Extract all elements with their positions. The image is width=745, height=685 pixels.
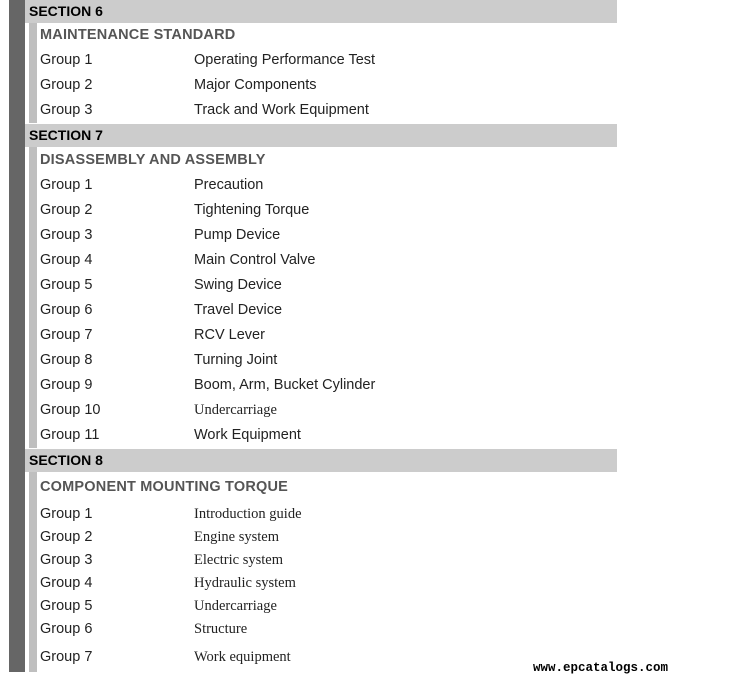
- group-label: Group 3: [40, 102, 93, 118]
- group-title[interactable]: Structure: [194, 621, 248, 637]
- group-label: Group 1: [40, 177, 93, 193]
- section-6-header: SECTION 6: [25, 0, 617, 23]
- group-label: Group 5: [40, 598, 93, 614]
- group-title[interactable]: Major Components: [194, 77, 317, 93]
- group-label: Group 6: [40, 621, 93, 637]
- group-label: Group 3: [40, 227, 93, 243]
- group-title[interactable]: Track and Work Equipment: [194, 102, 369, 118]
- left-bar: [9, 0, 25, 672]
- toc-row[interactable]: [40, 100, 600, 120]
- section-7-subtitle: DISASSEMBLY AND ASSEMBLY: [40, 152, 266, 168]
- group-label: Group 8: [40, 352, 93, 368]
- group-title[interactable]: Travel Device: [194, 302, 283, 318]
- group-label: Group 2: [40, 77, 93, 93]
- group-title[interactable]: Undercarriage: [194, 598, 277, 614]
- section-7-header: SECTION 7: [25, 124, 617, 147]
- group-title[interactable]: Introduction guide: [194, 506, 302, 522]
- section-6-subtitle: MAINTENANCE STANDARD: [40, 27, 236, 43]
- toc-row[interactable]: [40, 325, 600, 345]
- group-title[interactable]: Hydraulic system: [194, 575, 296, 591]
- group-title[interactable]: Engine system: [194, 529, 279, 545]
- toc-row[interactable]: [40, 647, 600, 667]
- group-title[interactable]: Boom, Arm, Bucket Cylinder: [194, 377, 376, 393]
- group-title[interactable]: Tightening Torque: [194, 202, 310, 218]
- section-7-stripe: [29, 147, 37, 448]
- section-6-stripe: [29, 23, 37, 123]
- toc-row[interactable]: [40, 75, 600, 95]
- toc-row[interactable]: [40, 527, 600, 547]
- group-label: Group 1: [40, 506, 93, 522]
- section-8-subtitle: COMPONENT MOUNTING TORQUE: [40, 479, 289, 495]
- group-label: Group 4: [40, 252, 93, 268]
- group-label: Group 2: [40, 529, 93, 545]
- toc-row[interactable]: [40, 200, 600, 220]
- group-label: Group 10: [40, 402, 101, 418]
- group-label: Group 4: [40, 575, 93, 591]
- group-title[interactable]: Pump Device: [194, 227, 281, 243]
- group-label: Group 7: [40, 649, 93, 665]
- group-label: Group 11: [40, 427, 100, 443]
- group-label: Group 2: [40, 202, 93, 218]
- group-label: Group 1: [40, 52, 93, 68]
- section-8-header: SECTION 8: [25, 449, 617, 472]
- toc-row[interactable]: [40, 619, 600, 639]
- group-title[interactable]: Operating Performance Test: [194, 52, 376, 68]
- toc-row[interactable]: [40, 50, 600, 70]
- toc-row[interactable]: [40, 275, 600, 295]
- group-title[interactable]: Electric system: [194, 552, 283, 568]
- toc-row[interactable]: [40, 573, 600, 593]
- group-label: Group 6: [40, 302, 93, 318]
- group-title[interactable]: Turning Joint: [194, 352, 278, 368]
- group-label: Group 5: [40, 277, 93, 293]
- group-title[interactable]: Work equipment: [194, 649, 291, 665]
- group-title[interactable]: Undercarriage: [194, 402, 277, 418]
- toc-row[interactable]: [40, 596, 600, 616]
- toc-row[interactable]: [40, 425, 600, 445]
- group-title[interactable]: Swing Device: [194, 277, 282, 293]
- section-8-stripe: [29, 472, 37, 672]
- toc-row[interactable]: [40, 504, 600, 524]
- toc-row[interactable]: [40, 300, 600, 320]
- toc-row[interactable]: [40, 550, 600, 570]
- toc-row[interactable]: [40, 250, 600, 270]
- toc-row[interactable]: [40, 350, 600, 370]
- group-label: Group 3: [40, 552, 93, 568]
- watermark-url: www.epcatalogs.com: [533, 661, 669, 675]
- group-label: Group 7: [40, 327, 93, 343]
- toc-row[interactable]: [40, 375, 600, 395]
- toc-row[interactable]: [40, 400, 600, 420]
- toc-row[interactable]: [40, 225, 600, 245]
- group-title[interactable]: Precaution: [194, 177, 264, 193]
- toc-row[interactable]: [40, 175, 600, 195]
- group-title[interactable]: RCV Lever: [194, 327, 265, 343]
- group-title[interactable]: Work Equipment: [194, 427, 301, 443]
- group-label: Group 9: [40, 377, 93, 393]
- group-title[interactable]: Main Control Valve: [194, 252, 316, 268]
